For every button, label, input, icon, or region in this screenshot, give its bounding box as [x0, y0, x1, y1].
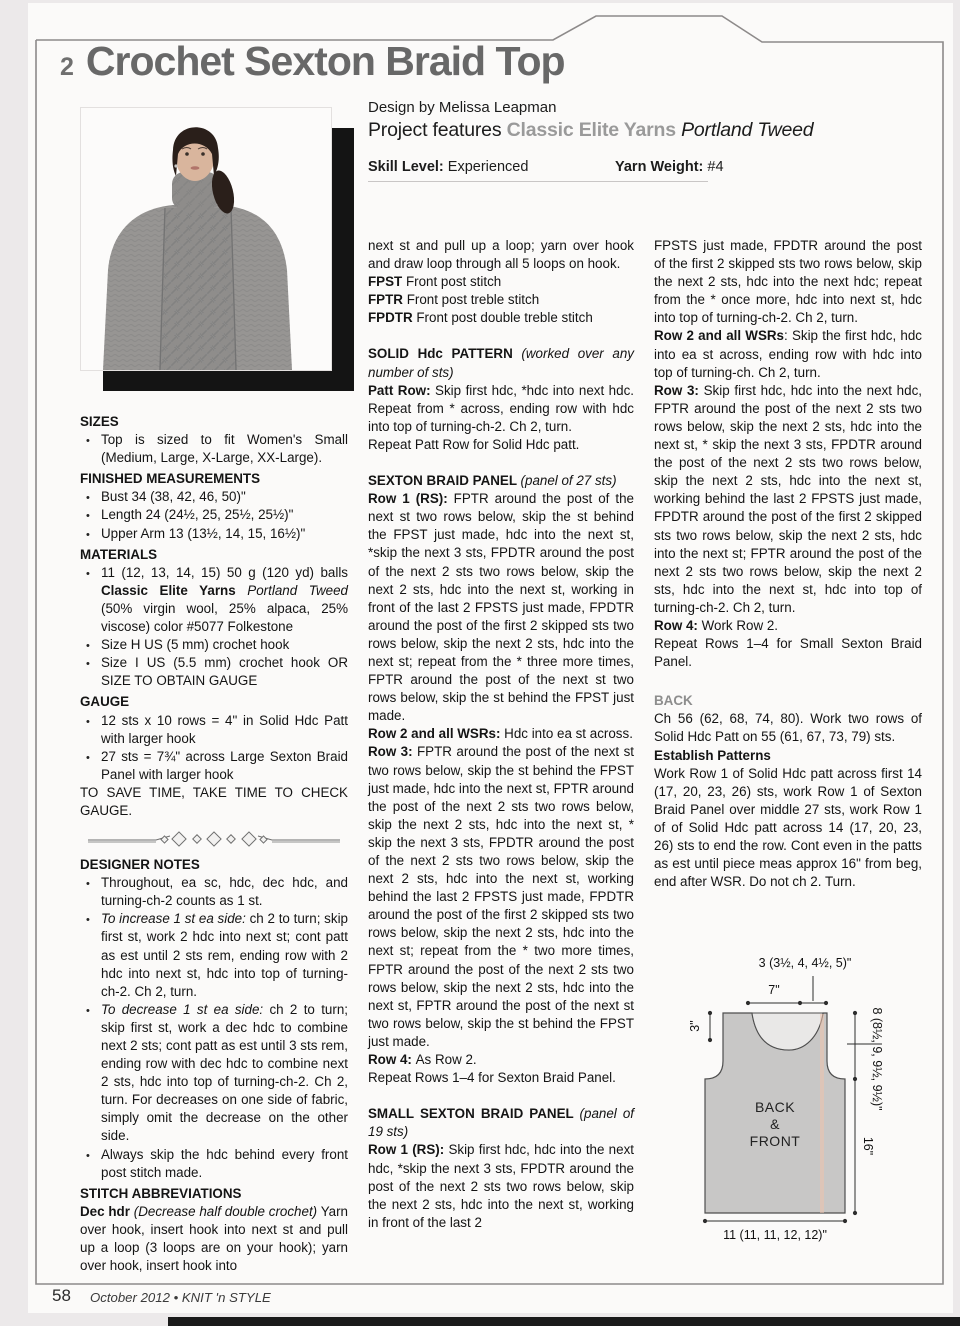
- text-run: Row 1 (RS):: [368, 491, 454, 507]
- bullet-text: [101, 1147, 348, 1180]
- text-run: As Row 2.: [415, 1052, 477, 1068]
- bullet-text: [101, 432, 348, 465]
- bullet-icon: •: [86, 658, 90, 671]
- bullet-item: [80, 910, 348, 1000]
- bullet-item: [80, 874, 348, 910]
- section-heading: MATERIALS: [80, 546, 158, 562]
- bullet-item: [80, 654, 348, 690]
- text-run: 11 (12, 13, 14, 15) 50 g (120 yd) balls: [101, 564, 348, 580]
- bullet-text: [101, 1002, 348, 1144]
- bullet-item: [80, 1146, 348, 1182]
- text-run: (worked over any number of sts): [368, 346, 634, 380]
- bullet-item: [80, 564, 348, 636]
- bullet-text: [101, 875, 348, 908]
- paragraph: [368, 273, 634, 291]
- text-run: Front post double treble stitch: [412, 310, 593, 326]
- text-run: 12 sts x 10 rows = 4" in Solid Hdc Patt with larger hook: [101, 712, 348, 746]
- paragraph: [368, 1141, 634, 1231]
- shoulder-width-label: 3 (3½, 4, 4½, 5)": [758, 956, 852, 970]
- text-run: (50% virgin wool, 25% alpaca, 25% viscose) color #5077 Folkestone: [101, 600, 348, 635]
- neck-width-label: 7": [768, 983, 780, 997]
- bullet-text: [101, 507, 293, 522]
- text-run: FPTR: [368, 292, 403, 308]
- paragraph: [368, 382, 634, 436]
- paragraph: [654, 710, 922, 746]
- paragraph: [654, 617, 922, 635]
- paragraph-gap: [368, 454, 634, 472]
- section-heading: BACK: [654, 693, 693, 709]
- text-run: ch 2 to turn; skip first st, work a dec hdc to combine next 2 sts; cont patt as est until 3 sts rem, ending row with dec hdc to combine next 2 sts, hdc into top of turning-ch-2. Ch 2, turn. For decreases on one side of fabric, simply omit the decrease on the other side.: [101, 1001, 348, 1144]
- text-run: (panel of 27 sts): [520, 473, 617, 489]
- article-title-row: [60, 38, 760, 85]
- paragraph: [368, 1051, 634, 1069]
- text-run: FPTR around the post of the next st two rows below, skip the st behind the FPST just made, hdc into the next st, *skip the next 3 sts, FPDTR around the post of the next 2 sts two rows below, skip the next 2 sts, hdc into the next st, working in front of the last 2 FPSTS just made, FPDTR around the post of the first 2 skipped sts two rows below, skip the next 2 sts, hdc into the next st; repeat from the * three more times, FPTR around the post of the next st two rows below, skip the st behind the FPST just made.: [368, 491, 634, 724]
- text-run: Yarn over hook, insert hook into next st and pull up a loop (3 loops are on your hook); yarn over hook, insert hook into: [80, 1203, 348, 1274]
- paragraph: [368, 725, 634, 743]
- bullet-icon: •: [86, 1149, 90, 1162]
- piece-label-line2: &: [770, 1116, 780, 1132]
- paragraph: [368, 743, 634, 1051]
- bullet-text: [101, 749, 348, 782]
- yarn-weight: [615, 159, 724, 175]
- paragraph: [654, 765, 922, 892]
- bullet-text: [101, 911, 348, 998]
- text-run: To decrease 1 st ea side:: [101, 1001, 264, 1017]
- paragraph: [80, 1203, 348, 1275]
- paragraph: [654, 327, 922, 381]
- text-run: ch 2 to turn; skip first st, work 2 hdc into next st; cont patt as est until 2 sts rem, ending row with 2 hdc into next st, hdc into top of turning-ch-2. Ch 2, turn.: [101, 911, 348, 999]
- text-run: next st and pull up a loop; yarn over hook and draw loop through all 5 loops on hook.: [368, 238, 634, 272]
- text-run: (panel of 19 sts): [368, 1106, 634, 1140]
- section-heading: SIZES: [80, 414, 119, 429]
- paragraph: [368, 345, 634, 381]
- neck-depth-label: 3": [688, 1020, 702, 1032]
- text-run: FPST: [368, 274, 403, 290]
- bullet-item: [80, 525, 348, 543]
- column-middle: [368, 237, 634, 1232]
- text-run: Front post treble stitch: [402, 292, 540, 308]
- bullet-text: [101, 655, 348, 688]
- paragraph: [80, 784, 348, 820]
- bullet-icon: •: [86, 914, 90, 927]
- text-run: Repeat Rows 1–4 for Sexton Braid Panel.: [368, 1070, 616, 1086]
- section-heading: DESIGNER NOTES: [80, 857, 200, 873]
- text-run: Skip first hdc, hdc into the next hdc, *skip the next 3 sts, FPDTR around the post of the next 2 sts two rows below, skip the next 2 sts, hdc into the next st, working in front of the last 2: [368, 1142, 634, 1230]
- page-title: Crochet Sexton Braid Top: [85, 38, 565, 84]
- text-run: SEXTON BRAID PANEL: [368, 473, 521, 489]
- section-heading: FINISHED MEASUREMENTS: [80, 471, 261, 487]
- text-run: FPDTR: [368, 310, 413, 326]
- bullet-text: [101, 565, 348, 634]
- bullet-item: [80, 712, 348, 748]
- yarn-weight-value: #4: [703, 159, 724, 175]
- section-heading: GAUGE: [80, 694, 130, 710]
- paragraph: [368, 291, 634, 309]
- paragraph: [654, 635, 922, 671]
- header-divider-rule: [368, 181, 708, 182]
- text-run: Size I US (5.5 mm) crochet hook OR SIZE TO OBTAIN GAUGE: [101, 655, 348, 689]
- text-run: Ch 56 (62, 68, 74, 80). Work two rows of Solid Hdc Patt on 55 (61, 67, 73, 79) sts.: [654, 711, 922, 745]
- bullet-icon: •: [86, 492, 90, 505]
- column-left: [80, 410, 348, 1275]
- text-run: (Decrease half double crochet): [133, 1203, 318, 1219]
- text-run: Repeat Patt Row for Solid Hdc patt.: [368, 436, 580, 452]
- text-run: Skip first hdc, *hdc into next hdc. Repeat from * across, ending row with hdc into top of turning-ch-2. Ch 2, turn.: [368, 382, 634, 434]
- paragraph-gap: [368, 1087, 634, 1105]
- bullet-item: [80, 431, 348, 467]
- bullet-item: [80, 506, 348, 524]
- scan-bottom-edge: [168, 1317, 960, 1326]
- divider-ornament: [80, 829, 348, 851]
- bullet-text: [101, 526, 305, 541]
- paragraph: [654, 382, 922, 617]
- text-run: Size H US (5 mm) crochet hook: [101, 637, 290, 653]
- bullet-item: [80, 488, 348, 506]
- text-run: Hdc into ea st across.: [504, 726, 633, 742]
- section-heading: STITCH ABBREVIATIONS: [80, 1185, 242, 1201]
- hem-width-label: 11 (11, 11, 12, 12)": [723, 1228, 827, 1242]
- piece-label-line1: BACK: [754, 1099, 796, 1115]
- header-block: [368, 99, 933, 175]
- paragraph: [368, 1069, 634, 1087]
- bullet-item: [80, 748, 348, 784]
- project-number: 2: [60, 53, 74, 81]
- text-run: Length 24 (24½, 25, 25½, 25½)": [101, 507, 294, 523]
- paragraph: [368, 490, 634, 725]
- yarn-weight-label: Yarn Weight:: [615, 159, 704, 175]
- text-run: Patt Row:: [368, 382, 436, 398]
- text-run: Classic Elite Yarns: [101, 582, 236, 598]
- armhole-depth-label: 8 (8½, 9, 9½, 9½)": [870, 1007, 884, 1111]
- paragraph: [654, 237, 922, 327]
- footer-magazine-credit: October 2012 • KNIT 'n STYLE: [90, 1290, 271, 1305]
- text-run: Row 4:: [368, 1052, 416, 1068]
- text-run: Row 4:: [654, 617, 702, 633]
- project-features-line: [368, 119, 933, 142]
- text-run: Bust 34 (38, 42, 46, 50)": [101, 489, 246, 505]
- bullet-text: [101, 489, 246, 504]
- bullet-icon: •: [86, 640, 90, 653]
- text-run: SOLID Hdc PATTERN: [368, 346, 522, 362]
- text-run: Row 1 (RS):: [368, 1142, 449, 1158]
- bullet-item: [80, 636, 348, 654]
- text-run: Work Row 2.: [701, 617, 779, 633]
- text-run: Portland Tweed: [681, 119, 814, 141]
- text-run: FPTR around the post of the next st two rows below, skip the st behind the FPST just made, hdc into the next st, FPTR around the post of the next 2 sts two rows below, skip the next 2 sts, hdc into the next st, * skip the next 3 sts, FPDTR around the post of the next 2 sts two rows below, skip the next 2 sts, hdc into the next st, working behind the last 2 FPSTS just made, FPDTR around the post of the first 2 skipped sts two rows below, skip the next 2 sts, hdc into the next st; repeat from the * two more times, FPTR around the post of the next 2 sts two rows below, skip the next 2 sts, hdc into the next st, FPTR around the post of the next st two rows below, skip the st behind the FPST just made.: [368, 744, 634, 1049]
- design-credit: Design by Melissa Leapman: [368, 99, 557, 116]
- garment-schematic: [690, 956, 958, 1268]
- piece-label-line3: FRONT: [749, 1133, 801, 1149]
- paragraph: [654, 747, 922, 765]
- text-run: Dec hdr: [80, 1203, 134, 1219]
- text-run: Classic Elite Yarns: [506, 119, 676, 141]
- text-run: FPSTS just made, FPDTR around the post of the first 2 skipped sts two rows below, skip the next 2 sts, hdc into the next hdc; repeat from the * once more, hdc into next st, hdc into top of turning-ch-2. Ch 2, turn.: [654, 238, 922, 326]
- page-number: 58: [52, 1286, 71, 1305]
- bullet-icon: •: [86, 751, 90, 764]
- bullet-icon: •: [86, 510, 90, 523]
- bullet-icon: •: [86, 528, 90, 541]
- text-run: Portland Tweed: [247, 582, 348, 598]
- paragraph: [368, 1105, 634, 1141]
- text-run: : Skip the first hdc, hdc into ea st across, ending row with hdc into top of turning-ch. Ch 2, turn.: [654, 328, 922, 380]
- text-run: 27 sts = 7¾" across Large Sexton Braid Panel with larger hook: [101, 748, 348, 782]
- text-run: Row 2 and all WSRs: [654, 328, 784, 344]
- bullet-icon: •: [86, 567, 90, 580]
- text-run: Project features: [368, 119, 507, 141]
- text-run: Work Row 1 of Solid Hdc patt across first 14 (17, 20, 23, 26) sts, work Row 1 of Sexton Braid Panel over middle 27 sts, work Row 1 of of Solid Hdc patt across 14 (17, 20, 23, 26) sts to end the row. Cont even in the patts as est until piece meas approx 16" from beg, end after WSR. Do not ch 2. Turn.: [654, 765, 922, 890]
- text-run: Establish Patterns: [654, 747, 771, 763]
- paragraph: [368, 309, 634, 327]
- text-run: Repeat Rows 1–4 for Small Sexton Braid Panel.: [654, 636, 922, 670]
- paragraph-gap: [654, 671, 922, 689]
- skill-level-value: Experienced: [443, 159, 529, 175]
- bullet-icon: •: [86, 715, 90, 728]
- piece-label: [705, 1099, 845, 1150]
- paragraph: [368, 436, 634, 454]
- bullet-icon: •: [86, 1004, 90, 1017]
- text-run: Throughout, ea sc, hdc, dec hdc, and turning-ch-2 counts as 1 st.: [101, 875, 348, 909]
- skill-yarn-row: [368, 159, 933, 175]
- bullet-text: [101, 713, 348, 746]
- paragraph: [368, 237, 634, 273]
- text-run: [236, 583, 248, 598]
- bullet-icon: •: [86, 878, 90, 891]
- text-run: Upper Arm 13 (13½, 14, 15, 16½)": [101, 525, 306, 541]
- text-run: Skip first hdc, hdc into the next hdc, FPTR around the post of the next 2 sts two rows below, skip the next 2 sts, hdc into the next st, * skip the next 3 sts, FPDTR around the post of the next 2 sts two rows below, skip the next 2 sts, hdc into the next st, working behind the last 2 FPSTS just made, FPDTR around the post of the first 2 skipped sts two rows below, skip the next 2 sts, hdc into the next st; FPTR around the post of the next 2 sts two rows below, skip the next 2 sts, hdc into the next st, hdc into top of turning-ch-2. Ch 2, turn.: [654, 382, 922, 615]
- text-run: Front post stitch: [402, 274, 502, 290]
- text-run: Row 3:: [368, 744, 417, 760]
- bullet-item: [80, 1001, 348, 1146]
- paragraph: [368, 472, 634, 490]
- skill-level-label: Skill Level:: [368, 159, 444, 175]
- text-run: Top is sized to fit Women's Small (Medium, Large, X-Large, XX-Large).: [101, 432, 348, 466]
- model-illustration: [81, 108, 331, 370]
- bullet-icon: •: [86, 435, 90, 448]
- skill-level: [368, 159, 615, 175]
- text-run: SMALL SEXTON BRAID PANEL: [368, 1106, 580, 1122]
- text-run: Always skip the hdc behind every front post stitch made.: [101, 1146, 348, 1180]
- text-run: Row 3:: [654, 382, 704, 398]
- paragraph-gap: [368, 327, 634, 345]
- bullet-text: [101, 637, 289, 652]
- text-run: TO SAVE TIME, TAKE TIME TO CHECK GAUGE.: [80, 784, 348, 818]
- column-right: [654, 237, 922, 891]
- body-length-label: 16": [861, 1136, 875, 1156]
- model-photo: [80, 107, 332, 371]
- text-run: To increase 1 st ea side:: [101, 911, 246, 927]
- text-run: Row 2 and all WSRs:: [368, 726, 505, 742]
